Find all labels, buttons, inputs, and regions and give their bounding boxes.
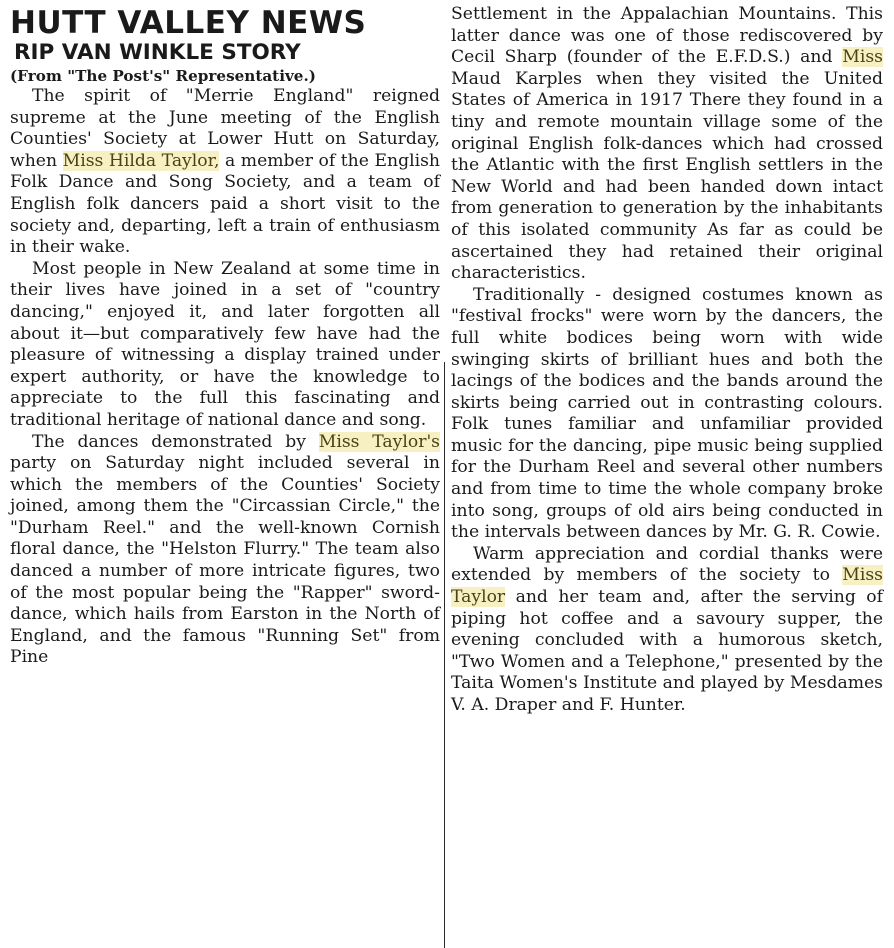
headline: HUTT VALLEY NEWS — [10, 5, 367, 41]
paragraph-3-text-a: The dances demonstrated by — [32, 431, 319, 452]
paragraph-5-text-b: and her team and, after the serving of piping hot coffee and a savoury supper, the evening concluded with a humorous sketch, "Two Women and a Telephone," presented by the Taita Women's Institute and played by Mesdames V. A. Draper and F. Hunter. — [451, 587, 883, 715]
subheadline: RIP VAN WINKLE STORY — [14, 40, 301, 65]
paragraph-5-text-a: Warm appreciation and cordial thanks were extended by members of the society to — [451, 543, 883, 586]
highlighted-name: Miss Taylor — [451, 565, 883, 608]
paragraph-3 — [10, 432, 440, 670]
paragraph-1-text-b: a member of the English Folk Dance and Song Society, and a team of English folk dancers paid a short visit to the society and, departing, left a train of enthusiasm in their wake. — [10, 150, 440, 258]
paragraph-3-continued — [451, 4, 883, 285]
paragraph-1 — [10, 86, 440, 259]
column-left — [10, 6, 440, 669]
highlighted-name: Miss — [842, 47, 883, 68]
paragraph-3-text-b: party on Saturday night included several in which the members of the Counties' Society joined, among them the "Circassian Circle," the "Durham Reel." and the well-known Cornish floral dance, the "Helston Flurry." The team also danced a number of more intricate figures, two of the most popular being the "Rapper" sword-dance, which hails from Earston in the North of England, and the famous "Running Set" from Pine — [10, 453, 440, 668]
paragraph-1-text-a: The spirit of "Merrie England" reigned supreme at the June meeting of the English Counties' Society at Lower Hutt on Saturday, when — [10, 86, 440, 171]
paragraph-3-cont-text-b: Maud Karples when they visited the United States of America in 1917 There they found in a tiny and remote mountain village some of the original English folk-dances which had crossed the Atlantic with the first English settlers in the New World and had been handed down intact from generation to generation by the inhabitants of this isolated community As far as could be ascertained they had retained their original characteristics. — [451, 68, 883, 284]
column-divider — [444, 362, 445, 948]
column-right — [451, 4, 883, 717]
paragraph-2: Most people in New Zealand at some time in their lives have joined in a set of "country dancing," enjoyed it, and later forgotten all about it—but comparatively few have had the pleasure of witnessing a display trained under expert authority, or have the knowledge to appreciate to the full this fascinating and traditional heritage of national dance and song. — [10, 258, 440, 430]
paragraph-5 — [451, 544, 883, 717]
paragraph-3-cont-text-a: Settlement in the Appalachian Mountains. This latter dance was one of those rediscovered by Cecil Sharp (founder of the E.F.D.S.) and — [451, 4, 883, 68]
byline: (From "The Post's" Representative.) — [10, 67, 316, 85]
paragraph-4: Traditionally - designed costumes known as "festival frocks" were worn by the dancers, the full white bodices being worn with wide swinging skirts of brilliant hues and both the lacings of the bodices and the bands around the skirts being carried out in contrasting colours. Folk tunes familiar and unfamiliar provided music for the dancing, pipe music being supplied for the Durham Reel and several other numbers and from time to time the whole company broke into song, groups of old airs being conducted in the intervals between dances by Mr. G. R. Cowie. — [451, 284, 883, 543]
highlighted-name: Miss Hilda Taylor, — [62, 150, 220, 171]
highlighted-name: Miss Taylor's — [318, 431, 440, 452]
